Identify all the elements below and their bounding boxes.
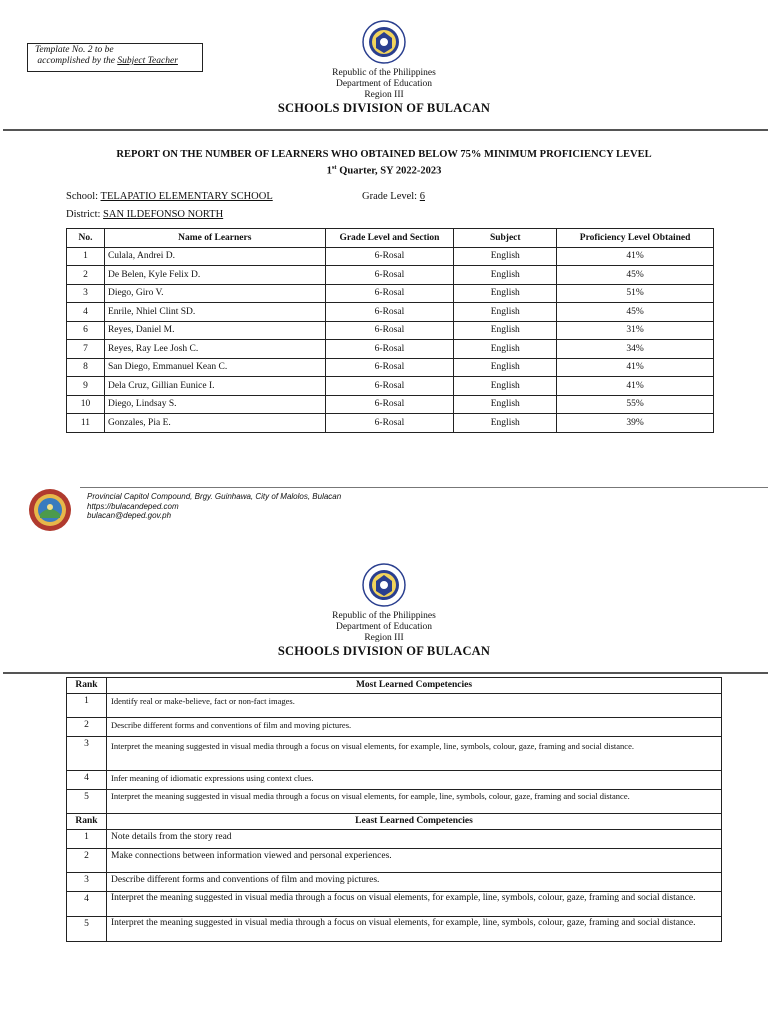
report-quarter bbox=[0, 161, 768, 178]
header-rule-2 bbox=[3, 672, 768, 674]
competency-cell: Interpret the meaning suggested in visual media through a focus on visual elements, for example, line, symbols, colour, gaze, framing and social distance. bbox=[107, 737, 722, 771]
grade-info bbox=[362, 191, 425, 202]
deped-seal-icon-2 bbox=[362, 563, 406, 612]
cell-subject: English bbox=[454, 266, 557, 285]
competency-cell: Make connections between information viewed and personal experiences. bbox=[107, 849, 722, 873]
list-item bbox=[67, 737, 722, 771]
footer-contact bbox=[87, 492, 341, 521]
division-title-2: SCHOOLS DIVISION OF BULACAN bbox=[277, 644, 491, 658]
school-value: TELAPATIO ELEMENTARY SCHOOL bbox=[100, 191, 273, 202]
school-label: School: bbox=[66, 191, 101, 202]
learners-header-row bbox=[67, 229, 714, 248]
department-text: Department of Education bbox=[335, 79, 433, 89]
cell-name: San Diego, Emmanuel Kean C. bbox=[104, 358, 325, 377]
cell-proficiency: 31% bbox=[557, 321, 714, 340]
rank-cell: 5 bbox=[67, 917, 107, 942]
list-item bbox=[67, 718, 722, 737]
cell-no: 10 bbox=[67, 395, 105, 414]
cell-proficiency: 41% bbox=[557, 247, 714, 266]
footer-website[interactable]: https://bulacandeped.com bbox=[87, 501, 179, 511]
most-header-row bbox=[67, 678, 722, 694]
cell-subject: English bbox=[454, 247, 557, 266]
table-row bbox=[67, 266, 714, 285]
col-header-subject: Subject bbox=[454, 229, 557, 248]
cell-name: Reyes, Daniel M. bbox=[104, 321, 325, 340]
cell-section: 6-Rosal bbox=[325, 358, 454, 377]
rank-cell: 3 bbox=[67, 873, 107, 892]
district-label: District: bbox=[66, 209, 104, 220]
template-note-line2 bbox=[35, 56, 202, 67]
quarter-sup: st bbox=[331, 164, 337, 171]
republic-text-2: Republic of the Philippines bbox=[332, 611, 436, 621]
quarter-num: 1 bbox=[326, 165, 332, 177]
cell-no: 4 bbox=[67, 303, 105, 322]
quarter-rest: Quarter, SY 2022-2023 bbox=[336, 165, 442, 177]
cell-no: 11 bbox=[67, 414, 105, 433]
rank-cell: 2 bbox=[67, 849, 107, 873]
cell-subject: English bbox=[454, 358, 557, 377]
competency-cell: Identify real or make-believe, fact or non-fact images. bbox=[107, 694, 722, 718]
cell-subject: English bbox=[454, 377, 557, 396]
cell-no: 1 bbox=[67, 247, 105, 266]
cell-no: 9 bbox=[67, 377, 105, 396]
table-row bbox=[67, 321, 714, 340]
list-item bbox=[67, 892, 722, 917]
footer-rule bbox=[80, 487, 768, 488]
list-item bbox=[67, 873, 722, 892]
least-header-row bbox=[67, 814, 722, 830]
bulacan-seal-icon bbox=[28, 488, 72, 537]
district-info bbox=[66, 209, 223, 220]
competency-cell: Interpret the meaning suggested in visual media through a focus on visual elements, for example, line, symbols, colour, gaze, framing and social distance. bbox=[107, 892, 722, 917]
division-title: SCHOOLS DIVISION OF BULACAN bbox=[277, 101, 491, 115]
grade-label: Grade Level: bbox=[362, 191, 420, 202]
list-item bbox=[67, 790, 722, 814]
cell-name: Gonzales, Pia E. bbox=[104, 414, 325, 433]
table-row bbox=[67, 284, 714, 303]
cell-no: 6 bbox=[67, 321, 105, 340]
col-header-name: Name of Learners bbox=[104, 229, 325, 248]
republic-text: Republic of the Philippines bbox=[332, 68, 436, 78]
cell-subject: English bbox=[454, 284, 557, 303]
competency-cell: Describe different forms and conventions of film and moving pictures. bbox=[107, 873, 722, 892]
competencies-table bbox=[66, 677, 722, 942]
rank-header: Rank bbox=[67, 678, 107, 694]
learners-table bbox=[66, 228, 714, 433]
cell-proficiency: 45% bbox=[557, 266, 714, 285]
table-row bbox=[67, 377, 714, 396]
template-note-prefix: accomplished by the bbox=[37, 56, 118, 66]
cell-name: Culala, Andrei D. bbox=[104, 247, 325, 266]
rank-cell: 1 bbox=[67, 830, 107, 849]
cell-section: 6-Rosal bbox=[325, 247, 454, 266]
district-value: SAN ILDEFONSO NORTH bbox=[103, 209, 224, 220]
footer-address: Provincial Capitol Compound, Brgy. Guinhawa, City of Malolos, Bulacan bbox=[87, 492, 342, 501]
col-header-proficiency: Proficiency Level Obtained bbox=[557, 229, 714, 248]
rank-cell: 4 bbox=[67, 771, 107, 790]
template-note-underlined: Subject Teacher bbox=[117, 56, 178, 66]
table-row bbox=[67, 358, 714, 377]
table-row bbox=[67, 247, 714, 266]
cell-proficiency: 45% bbox=[557, 303, 714, 322]
cell-name: Diego, Lindsay S. bbox=[104, 395, 325, 414]
cell-subject: English bbox=[454, 395, 557, 414]
cell-section: 6-Rosal bbox=[325, 321, 454, 340]
col-header-no: No. bbox=[67, 229, 105, 248]
competency-cell: Note details from the story read bbox=[107, 830, 722, 849]
cell-name: Enrile, Nhiel Clint SD. bbox=[104, 303, 325, 322]
competency-cell: Describe different forms and conventions of film and moving pictures. bbox=[107, 718, 722, 737]
most-learned-header: Most Learned Competencies bbox=[107, 678, 722, 694]
competency-cell: Interpret the meaning suggested in visual media through a focus on visual elements, for eample, line, symbols, colour, gaze, framing and social distance. bbox=[107, 790, 722, 814]
cell-proficiency: 41% bbox=[557, 377, 714, 396]
page2-header bbox=[0, 611, 768, 659]
school-info bbox=[66, 191, 273, 202]
cell-section: 6-Rosal bbox=[325, 377, 454, 396]
cell-section: 6-Rosal bbox=[325, 414, 454, 433]
footer-email[interactable]: bulacan@deped.gov.ph bbox=[87, 511, 172, 520]
cell-name: De Belen, Kyle Felix D. bbox=[104, 266, 325, 285]
cell-proficiency: 55% bbox=[557, 395, 714, 414]
rank-cell: 1 bbox=[67, 694, 107, 718]
least-learned-header: Least Learned Competencies bbox=[107, 814, 722, 830]
grade-value: 6 bbox=[419, 191, 425, 202]
report-title: REPORT ON THE NUMBER OF LEARNERS WHO OBTAINED BELOW 75% MINIMUM PROFICIENCY LEVEL bbox=[116, 149, 652, 160]
list-item bbox=[67, 771, 722, 790]
cell-no: 3 bbox=[67, 284, 105, 303]
cell-section: 6-Rosal bbox=[325, 284, 454, 303]
table-row bbox=[67, 340, 714, 359]
rank-cell: 4 bbox=[67, 892, 107, 917]
deped-seal-icon bbox=[362, 20, 406, 69]
cell-no: 7 bbox=[67, 340, 105, 359]
cell-subject: English bbox=[454, 321, 557, 340]
cell-subject: English bbox=[454, 340, 557, 359]
competency-cell: Infer meaning of idiomatic expressions using context clues. bbox=[107, 771, 722, 790]
cell-subject: English bbox=[454, 303, 557, 322]
list-item bbox=[67, 830, 722, 849]
rank-cell: 2 bbox=[67, 718, 107, 737]
rank-cell: 5 bbox=[67, 790, 107, 814]
cell-no: 2 bbox=[67, 266, 105, 285]
table-row bbox=[67, 303, 714, 322]
header-rule bbox=[3, 129, 768, 131]
table-row bbox=[67, 414, 714, 433]
cell-section: 6-Rosal bbox=[325, 340, 454, 359]
cell-proficiency: 39% bbox=[557, 414, 714, 433]
rank-header-2: Rank bbox=[67, 814, 107, 830]
cell-proficiency: 34% bbox=[557, 340, 714, 359]
rank-cell: 3 bbox=[67, 737, 107, 771]
cell-proficiency: 51% bbox=[557, 284, 714, 303]
col-header-grade-section: Grade Level and Section bbox=[325, 229, 454, 248]
cell-no: 8 bbox=[67, 358, 105, 377]
region-text: Region III bbox=[364, 90, 404, 100]
list-item bbox=[67, 694, 722, 718]
competency-cell: Interpret the meaning suggested in visual media through a focus on visual elements, for example, line, symbols, colour, gaze, framing and social distance. bbox=[107, 917, 722, 942]
list-item bbox=[67, 849, 722, 873]
cell-name: Diego, Giro V. bbox=[104, 284, 325, 303]
cell-name: Reyes, Ray Lee Josh C. bbox=[104, 340, 325, 359]
cell-section: 6-Rosal bbox=[325, 266, 454, 285]
table-row bbox=[67, 395, 714, 414]
cell-proficiency: 41% bbox=[557, 358, 714, 377]
cell-section: 6-Rosal bbox=[325, 395, 454, 414]
template-note-line1: Template No. 2 to be bbox=[35, 45, 114, 55]
cell-section: 6-Rosal bbox=[325, 303, 454, 322]
region-text-2: Region III bbox=[364, 633, 404, 643]
page1-header bbox=[0, 68, 768, 116]
list-item bbox=[67, 917, 722, 942]
department-text-2: Department of Education bbox=[335, 622, 433, 632]
cell-name: Dela Cruz, Gillian Eunice I. bbox=[104, 377, 325, 396]
cell-subject: English bbox=[454, 414, 557, 433]
